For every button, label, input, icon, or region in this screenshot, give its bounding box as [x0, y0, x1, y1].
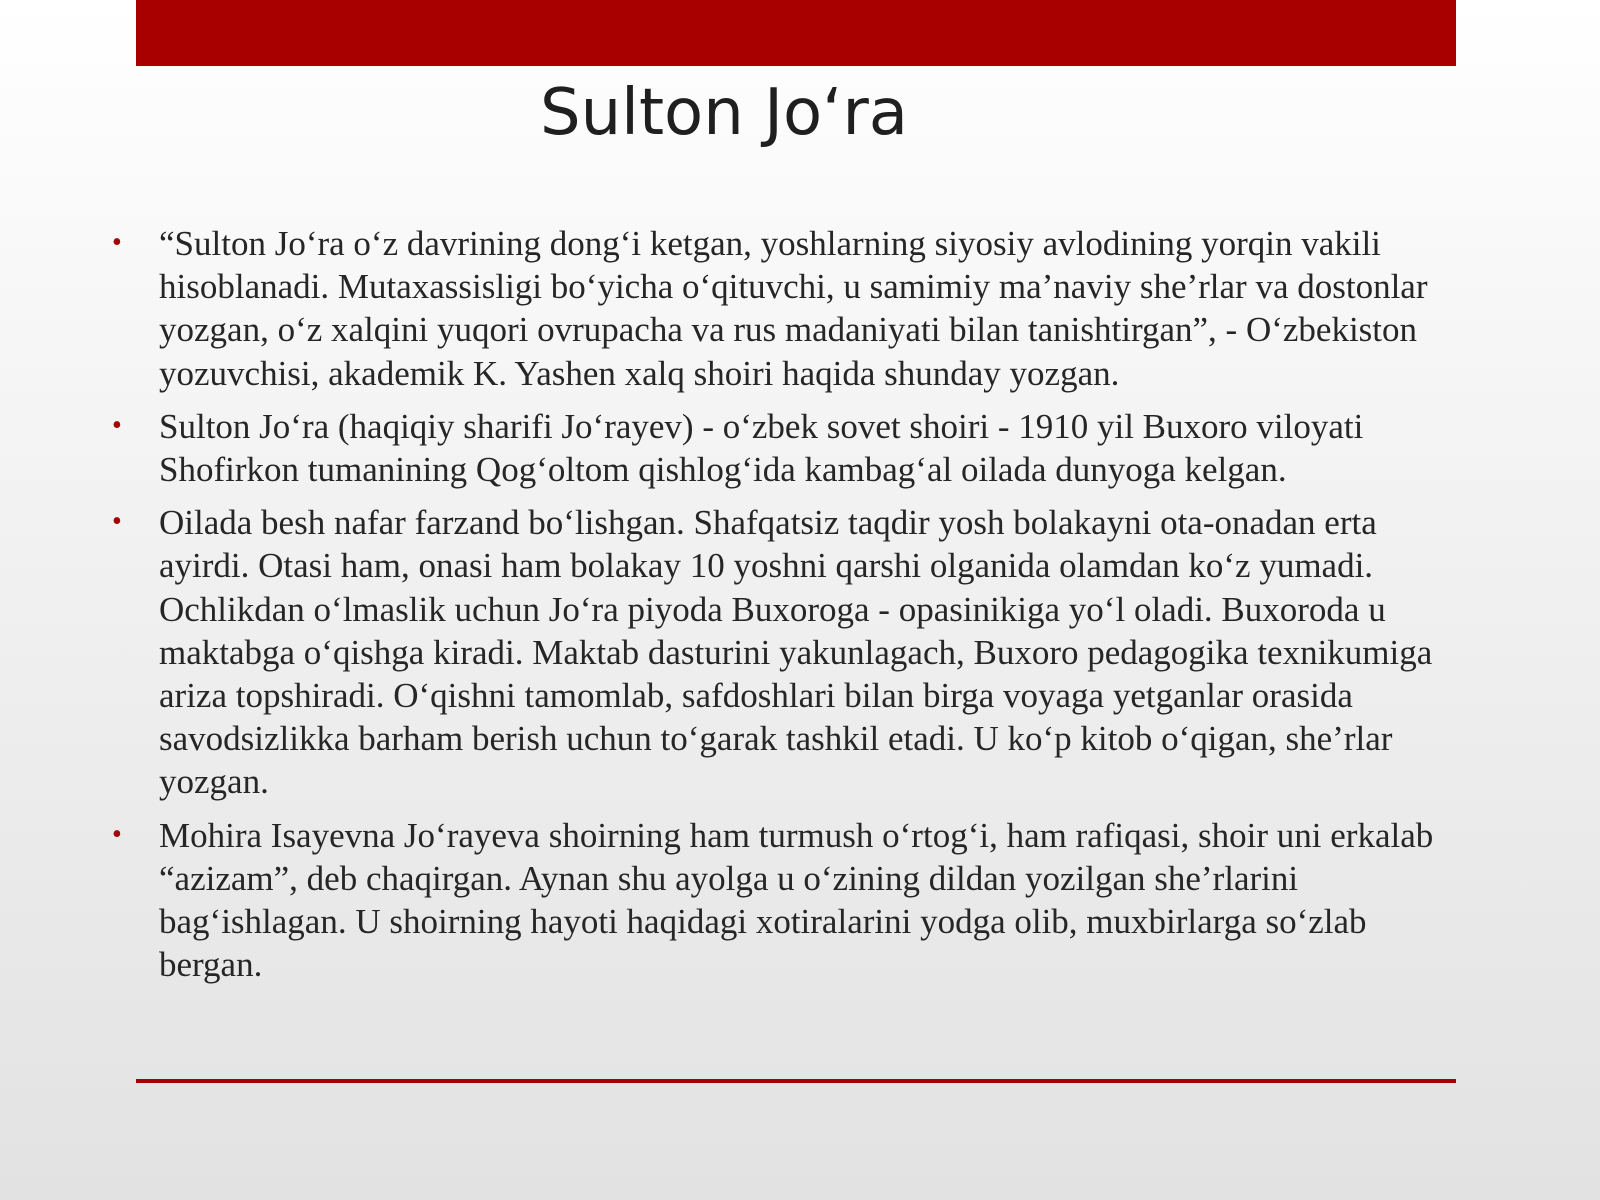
bullet-item [112, 222, 1464, 395]
bullet-list [112, 222, 1464, 996]
bullet-text: Oilada besh nafar farzand bo‘lishgan. Shafqatsiz taqdir yosh bolakayni ota-onadan erta ayirdi. Otasi ham, onasi ham bolakay 10 yoshni qarshi olganida olamdan ko‘z yumadi. Ochlikdan o‘lmaslik uchun Jo‘ra piyoda Buxoroga - opasinikiga yo‘l oladi. Buxoroda u maktabga o‘qishga kiradi. Maktab dasturini yakunlagach, Buxoro pedagogika texnikumiga ariza topshiradi. O‘qishni tamomlab, safdoshlari bilan birga voyaga yetganlar orasida savodsizlikka barham berish uchun to‘garak tashkil etadi. U ko‘p kitob o‘qigan, she’rlar yozgan. [159, 503, 1433, 802]
slide-title: Sulton Jo‘ra [539, 76, 909, 150]
bullet-dot-icon: • [112, 227, 122, 258]
bullet-item [112, 814, 1464, 987]
bullet-item [112, 405, 1464, 491]
bullet-dot-icon: • [112, 409, 122, 441]
bullet-text: Mohira Isayevna Jo‘rayeva shoirning ham turmush o‘rtog‘i, ham rafiqasi, shoir uni erkalab “azizam”, deb chaqirgan. Aynan shu ayolga u o‘zining dildan yozilgan she’rlarini bag‘ishlagan. U shoirning hayoti haqidagi xotiralarini yodga olib, muxbirlarga so‘zlab bergan. [159, 815, 1434, 985]
bullet-item [112, 501, 1464, 803]
bottom-accent-line [136, 1079, 1456, 1083]
bullet-dot-icon: • [112, 818, 122, 850]
top-accent-bar [136, 0, 1456, 66]
bullet-text: “Sulton Jo‘ra o‘z davrining dong‘i ketgan, yoshlarning siyosiy avlodining yorqin vakili hisoblanadi. Mutaxassisligi bo‘yicha o‘qituvchi, u samimiy ma’naviy she’rlar va dostonlar yozgan, o‘z xalqini yuqori ovrupacha va rus madaniyati bilan tanishtirgan”, - O‘zbekiston yozuvchisi, akademik K. Yashen xalq shoiri haqida shunday yozgan. [159, 224, 1428, 393]
bullet-text: Sulton Jo‘ra (haqiqiy sharifi Jo‘rayev) - o‘zbek sovet shoiri - 1910 yil Buxoro viloyati Shofirkon tumanining Qog‘oltom qishlog‘ida kambag‘al oilada dunyoga kelgan. [159, 406, 1364, 490]
bullet-dot-icon: • [112, 506, 122, 538]
